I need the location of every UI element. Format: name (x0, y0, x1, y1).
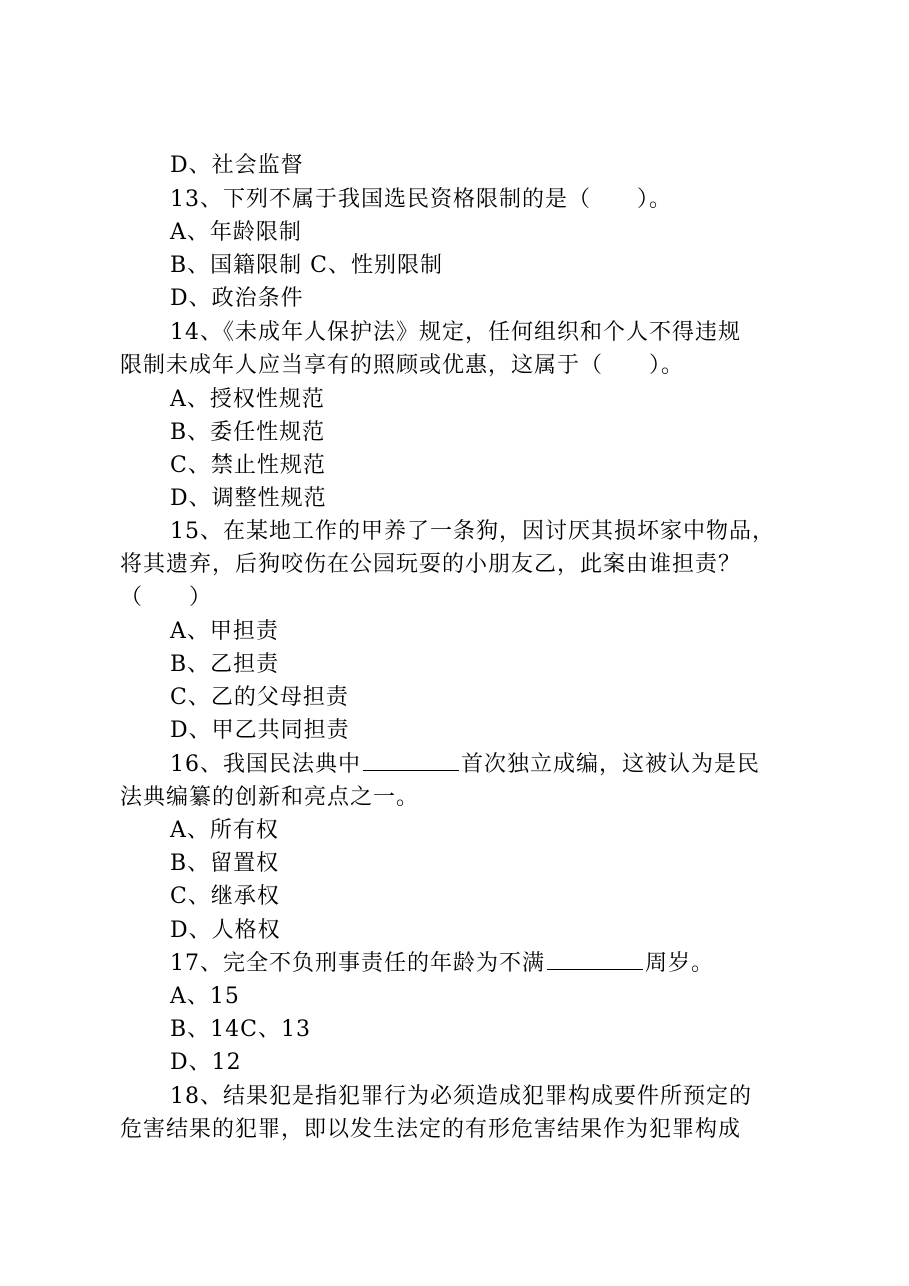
q13-option-d: D、政治条件 (170, 286, 304, 311)
q16-stem-post: 首次独立成编，这被认为是民 (461, 752, 761, 777)
q16-stem-line2: 法典编纂的创新和亮点之一。 (120, 785, 420, 810)
q14-option-c: C、禁止性规范 (170, 453, 326, 478)
q16-answer-blank (363, 752, 459, 771)
q18-stem-line2: 危害结果的犯罪，即以发生法定的有形危害结果作为犯罪构成 (120, 1117, 742, 1142)
q14-option-a: A、授权性规范 (170, 387, 325, 412)
q16-stem-line1 (170, 752, 760, 778)
q15-stem-line1: 15、在某地工作的甲养了一条狗，因讨厌其损坏家中物品， (170, 519, 775, 544)
q13-option-bc: B、国籍限制 C、性别限制 (170, 253, 443, 278)
q15-stem-line3: （ ） (120, 585, 213, 610)
q15-option-b: B、乙担责 (170, 652, 280, 677)
q16-option-a: A、所有权 (170, 818, 279, 843)
q14-stem-line1: 14、《未成年人保护法》规定，任何组织和个人不得违规 (170, 320, 741, 345)
q15-option-d: D、甲乙共同担责 (170, 718, 350, 743)
q13-stem: 13、下列不属于我国选民资格限制的是（ ）。 (170, 187, 672, 212)
q16-stem-pre: 16、我国民法典中 (170, 752, 361, 777)
q17-answer-blank (547, 951, 643, 970)
q16-option-b: B、留置权 (170, 851, 280, 876)
q14-option-b: B、委任性规范 (170, 420, 326, 445)
q14-option-d: D、调整性规范 (170, 486, 327, 511)
q13-option-a: A、年龄限制 (170, 220, 302, 245)
q15-option-c: C、乙的父母担责 (170, 685, 349, 710)
q17-stem-pre: 17、完全不负刑事责任的年龄为不满 (170, 951, 545, 976)
q16-option-c: C、继承权 (170, 884, 280, 909)
q17-option-bc: B、14C、13 (170, 1017, 311, 1042)
q14-stem-line2: 限制未成年人应当享有的照顾或优惠，这属于（ ）。 (120, 353, 685, 378)
q16-option-d: D、人格权 (170, 918, 281, 943)
q15-stem-line2: 将其遗弃，后狗咬伤在公园玩耍的小朋友乙，此案由谁担责？ (120, 552, 742, 577)
prev-option-d: D、社会监督 (170, 153, 304, 178)
q15-option-a: A、甲担责 (170, 619, 279, 644)
q17-option-a: A、15 (170, 984, 240, 1009)
q17-stem-post: 周岁。 (645, 951, 715, 976)
q17-stem (170, 951, 714, 977)
q17-option-d: D、12 (170, 1050, 242, 1075)
q18-stem-line1: 18、结果犯是指犯罪行为必须造成犯罪构成要件所预定的 (170, 1084, 752, 1109)
